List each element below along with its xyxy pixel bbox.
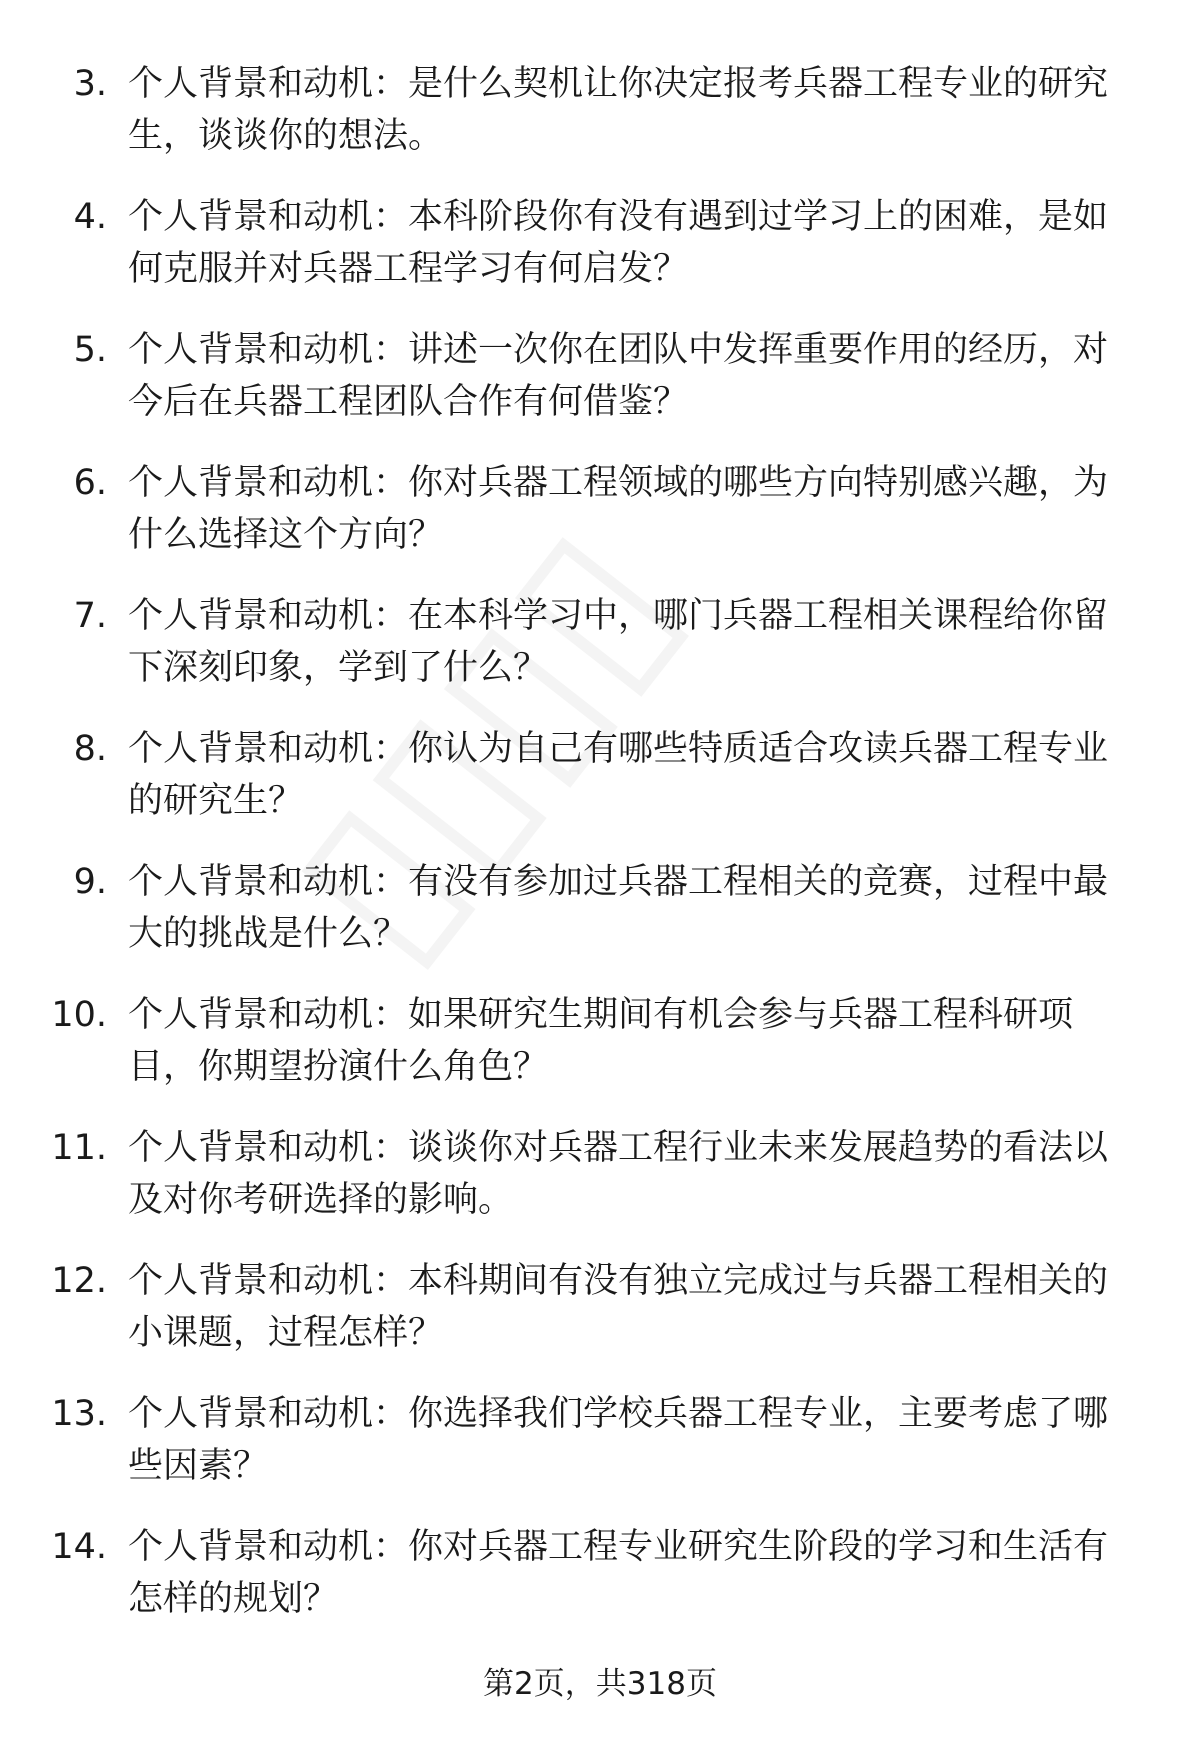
list-item [0, 324, 1200, 457]
question-text: 个人背景和动机：在本科学习中，哪门兵器工程相关课程给你留下深刻印象，学到了什么？ [128, 596, 1109, 688]
list-item [0, 590, 1200, 723]
question-number: 5. [73, 330, 107, 370]
page-footer: 第2页，共318页 [483, 1666, 717, 1702]
question-number: 13. [51, 1394, 107, 1434]
question-number: 9. [73, 862, 107, 902]
list-item [0, 1122, 1200, 1255]
question-text: 个人背景和动机：你对兵器工程领域的哪些方向特别感兴趣，为什么选择这个方向？ [128, 463, 1109, 555]
list-item [0, 191, 1200, 324]
list-item [0, 1388, 1200, 1521]
question-text: 个人背景和动机：本科期间有没有独立完成过与兵器工程相关的小课题，过程怎样？ [128, 1261, 1109, 1353]
question-text: 个人背景和动机：你选择我们学校兵器工程专业，主要考虑了哪些因素？ [128, 1394, 1109, 1486]
list-item [0, 989, 1200, 1122]
question-list [0, 58, 1200, 1654]
list-item [0, 1255, 1200, 1388]
question-number: 10. [51, 995, 107, 1035]
question-number: 7. [73, 596, 107, 636]
list-item [0, 723, 1200, 856]
question-text: 个人背景和动机：有没有参加过兵器工程相关的竞赛，过程中最大的挑战是什么？ [128, 862, 1109, 954]
list-item [0, 58, 1200, 191]
question-text: 个人背景和动机：如果研究生期间有机会参与兵器工程科研项目，你期望扮演什么角色？ [128, 995, 1074, 1087]
question-number: 6. [73, 463, 107, 503]
question-number: 11. [51, 1128, 107, 1168]
question-number: 12. [51, 1261, 107, 1301]
question-number: 4. [73, 197, 107, 237]
question-text: 个人背景和动机：谈谈你对兵器工程行业未来发展趋势的看法以及对你考研选择的影响。 [128, 1128, 1109, 1220]
list-item [0, 1521, 1200, 1654]
question-text: 个人背景和动机：你对兵器工程专业研究生阶段的学习和生活有怎样的规划？ [128, 1527, 1109, 1619]
question-text: 个人背景和动机：本科阶段你有没有遇到过学习上的困难，是如何克服并对兵器工程学习有何启发？ [128, 197, 1109, 289]
question-text: 个人背景和动机：是什么契机让你决定报考兵器工程专业的研究生，谈谈你的想法。 [128, 64, 1109, 156]
question-number: 8. [73, 729, 107, 769]
question-number: 14. [51, 1527, 107, 1567]
question-number: 3. [73, 64, 107, 104]
question-text: 个人背景和动机：讲述一次你在团队中发挥重要作用的经历，对今后在兵器工程团队合作有何借鉴？ [128, 330, 1109, 422]
list-item [0, 457, 1200, 590]
question-text: 个人背景和动机：你认为自己有哪些特质适合攻读兵器工程专业的研究生？ [128, 729, 1109, 821]
list-item [0, 856, 1200, 989]
